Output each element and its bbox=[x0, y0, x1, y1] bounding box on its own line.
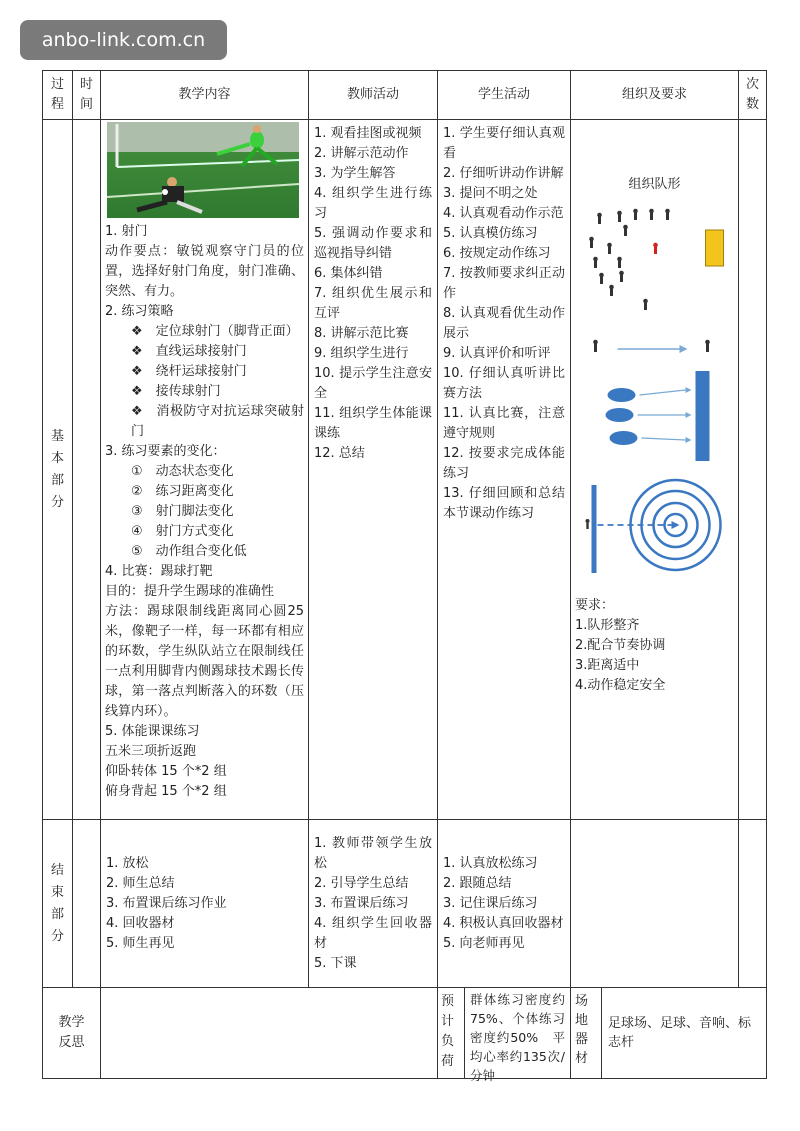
list-item: 4. 回收器材 bbox=[106, 915, 175, 931]
ending-org bbox=[571, 820, 739, 988]
list-item: 9. 组织学生进行 bbox=[314, 346, 409, 361]
lesson-plan-table bbox=[42, 70, 767, 1083]
load-cell bbox=[438, 988, 571, 1083]
list-item: 5. 师生再见 bbox=[106, 935, 175, 951]
list-item: 3. 记住课后练习 bbox=[443, 895, 538, 911]
list-item: 2. 引导学生总结 bbox=[314, 875, 409, 891]
ending-student bbox=[438, 820, 571, 988]
list-item: 4. 比赛：踢球打靶 bbox=[105, 564, 213, 579]
football-photo bbox=[107, 122, 299, 218]
header-count: 次数 bbox=[739, 71, 767, 120]
list-item: 1. 射门 bbox=[105, 224, 148, 239]
watermark: anbo-link.com.cn bbox=[20, 20, 227, 60]
venue-label: 场地器材 bbox=[571, 988, 602, 1078]
formation-diagram bbox=[575, 195, 734, 585]
list-item: ④ 射门方式变化 bbox=[131, 524, 234, 539]
header-org: 组织及要求 bbox=[571, 71, 739, 120]
list-item: 5. 体能课课练习 bbox=[105, 724, 200, 739]
requirements-title: 要求： bbox=[575, 598, 615, 613]
list-item: ❖ 消极防守对抗运球突破射门 bbox=[131, 404, 304, 439]
list-item: 4. 认真观看动作示范 bbox=[443, 206, 564, 221]
header-content: 教学内容 bbox=[101, 71, 309, 120]
list-item: 方法：踢球限制线距离同心圆25米，像靶子一样，每一环都有相应的环数，学生纵队站立在限制线任一点利用脚背内侧踢球技术踢长传球，第一落点判断落入的环数（压线算内环）。 bbox=[105, 604, 304, 719]
player-icons bbox=[589, 209, 670, 310]
rebound-wall bbox=[696, 371, 710, 461]
list-item: ① 动态状态变化 bbox=[131, 464, 234, 479]
header-process: 过程 bbox=[43, 71, 73, 120]
list-item: 1. 认真放松练习 bbox=[443, 855, 538, 871]
basic-student bbox=[438, 120, 571, 820]
list-item: 5. 下课 bbox=[314, 955, 357, 971]
list-item: 动作要点：敏锐观察守门员的位置，选择好射门角度，射门准确、突然、有力。 bbox=[105, 244, 304, 299]
org-title: 组织队形 bbox=[628, 177, 681, 192]
load-text: 群体练习密度约75%、个体练习密度约50% 平均心率约135次/分钟 bbox=[470, 992, 565, 1083]
list-item: 3.距离适中 bbox=[575, 658, 640, 673]
list-item: 7. 按教师要求纠正动作 bbox=[443, 266, 565, 301]
ending-content-list bbox=[106, 854, 303, 954]
red-player-icon bbox=[653, 243, 658, 254]
list-item: 6. 集体纠错 bbox=[314, 266, 383, 281]
basic-teacher bbox=[309, 120, 438, 820]
basic-count bbox=[739, 120, 767, 820]
list-item: 4. 组织学生回收器材 bbox=[314, 915, 432, 951]
reflection-row bbox=[43, 988, 767, 1079]
list-item: 7. 组织优生展示和互评 bbox=[314, 286, 432, 321]
list-item: 1.队形整齐 bbox=[575, 618, 640, 633]
ending-row bbox=[43, 820, 767, 988]
requirements-list bbox=[575, 616, 734, 696]
list-item: 12. 总结 bbox=[314, 446, 365, 461]
list-item: 13. 仔细回顾和总结本节课动作练习 bbox=[443, 486, 565, 521]
list-item: 仰卧转体 15 个*2 组 bbox=[105, 764, 227, 779]
list-item: 5. 向老师再见 bbox=[443, 935, 525, 951]
venue-text: 足球场、足球、音响、标志杆 bbox=[608, 1016, 752, 1050]
reflection-body bbox=[101, 988, 438, 1079]
list-item: ❖ 直线运球接射门 bbox=[131, 344, 247, 359]
ending-teacher-list bbox=[314, 834, 432, 974]
list-item: ❖ 定位球射门（脚背正面） bbox=[131, 324, 299, 339]
list-item: 2.配合节奏协调 bbox=[575, 638, 666, 653]
header-student: 学生活动 bbox=[438, 71, 571, 120]
ending-time bbox=[73, 820, 101, 988]
basic-teacher-list bbox=[314, 124, 432, 464]
list-item: 目的：提升学生踢球的准确性 bbox=[105, 584, 275, 599]
venue-cell bbox=[571, 988, 767, 1079]
list-item: 10. 提示学生注意安全 bbox=[314, 366, 432, 401]
list-item: 12. 按要求完成体能练习 bbox=[443, 446, 565, 481]
list-item: 4.动作稳定安全 bbox=[575, 678, 666, 693]
header-teacher: 教师活动 bbox=[309, 71, 438, 120]
list-item: 1. 观看挂图或视频 bbox=[314, 126, 422, 141]
list-item: 五米三项折返跑 bbox=[105, 744, 197, 759]
list-item: 5. 认真模仿练习 bbox=[443, 226, 538, 241]
basic-content bbox=[101, 120, 309, 820]
list-item: 3. 练习要素的变化： bbox=[105, 444, 226, 459]
list-item: 4. 组织学生进行练习 bbox=[314, 186, 432, 221]
list-item: 2. 跟随总结 bbox=[443, 875, 512, 891]
list-item: 8. 讲解示范比赛 bbox=[314, 326, 409, 341]
basic-org bbox=[571, 120, 739, 820]
header-row bbox=[43, 71, 767, 120]
list-item: 6. 按规定动作练习 bbox=[443, 246, 551, 261]
list-item: 3. 为学生解答 bbox=[314, 166, 396, 181]
list-item: 俯身背起 15 个*2 组 bbox=[105, 784, 227, 799]
list-item: 10. 仔细认真听讲比赛方法 bbox=[443, 366, 565, 401]
list-item: 1. 放松 bbox=[106, 855, 149, 871]
list-item: 1. 教师带领学生放松 bbox=[314, 835, 432, 871]
goal-icon bbox=[706, 230, 724, 266]
list-item: 9. 认真评价和听评 bbox=[443, 346, 551, 361]
load-label: 预计负荷 bbox=[438, 988, 465, 1078]
ending-student-list bbox=[443, 854, 565, 954]
list-item: 11. 认真比赛，注意遵守规则 bbox=[443, 406, 565, 441]
basic-row bbox=[43, 120, 767, 820]
header-time: 时间 bbox=[73, 71, 101, 120]
ending-count bbox=[739, 820, 767, 988]
basic-student-list bbox=[443, 124, 565, 524]
list-item: ❖ 绕杆运球接射门 bbox=[131, 364, 247, 379]
list-item: 4. 积极认真回收器材 bbox=[443, 915, 564, 931]
list-item: 3. 提问不明之处 bbox=[443, 186, 538, 201]
list-item: 2. 师生总结 bbox=[106, 875, 175, 891]
list-item: 2. 仔细听讲动作讲解 bbox=[443, 166, 564, 181]
list-item: 2. 讲解示范动作 bbox=[314, 146, 409, 161]
ending-content bbox=[101, 820, 309, 988]
ending-label: 结束部分 bbox=[43, 820, 73, 988]
list-item: 8. 认真观看优生动作展示 bbox=[443, 306, 565, 341]
list-item: 2. 练习策略 bbox=[105, 304, 174, 319]
basic-label: 基本部分 bbox=[43, 120, 73, 820]
basic-time bbox=[73, 120, 101, 820]
list-item: ② 练习距离变化 bbox=[131, 484, 234, 499]
list-item: 3. 布置课后练习作业 bbox=[106, 895, 227, 911]
list-item: ❖ 接传球射门 bbox=[131, 384, 221, 399]
list-item: 1. 学生要仔细认真观看 bbox=[443, 126, 565, 161]
basic-content-list bbox=[105, 222, 304, 802]
list-item: ③ 射门脚法变化 bbox=[131, 504, 234, 519]
list-item: 5. 强调动作要求和巡视指导纠错 bbox=[314, 226, 432, 261]
list-item: 3. 布置课后练习 bbox=[314, 895, 409, 911]
list-item: 11. 组织学生体能课课练 bbox=[314, 406, 432, 441]
list-item: ⑤ 动作组合变化低 bbox=[131, 544, 247, 559]
ending-teacher bbox=[309, 820, 438, 988]
reflection-label: 教学反思 bbox=[43, 988, 101, 1079]
